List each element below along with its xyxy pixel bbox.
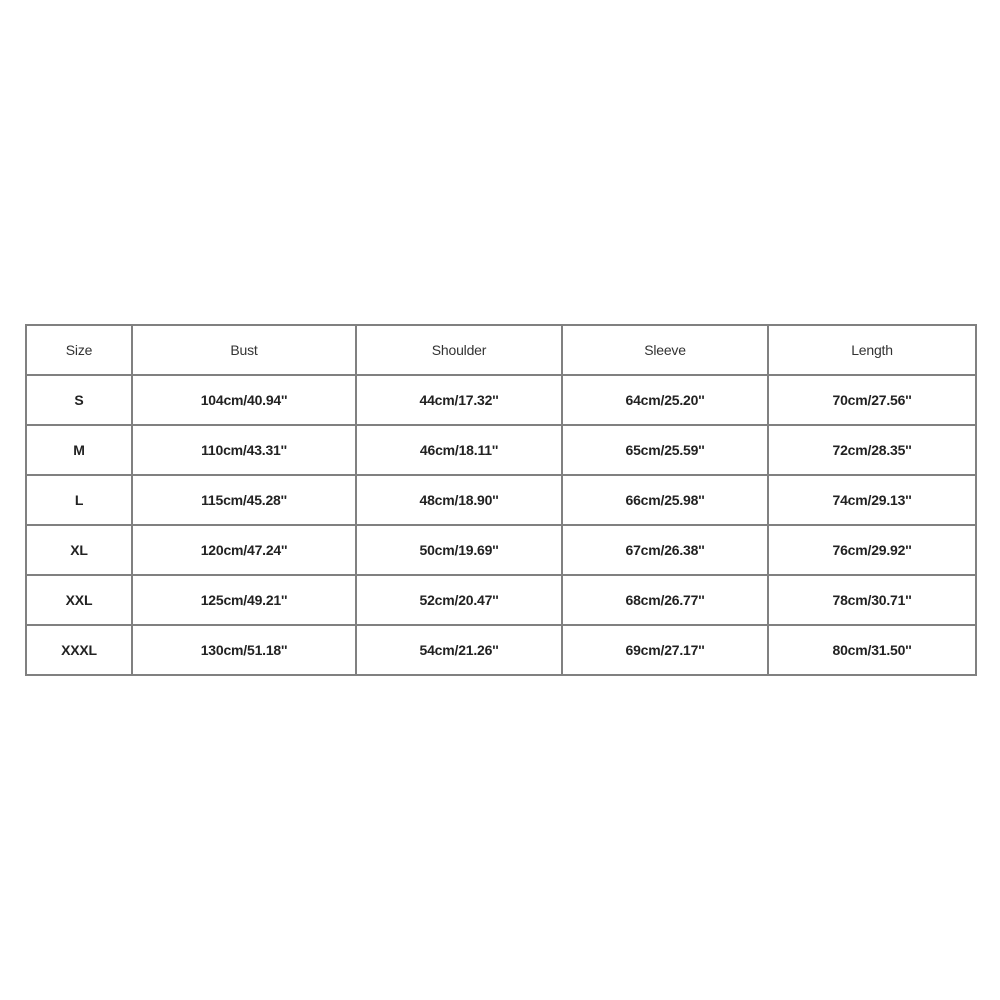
table-row [26, 525, 976, 575]
cell-shoulder: 52cm/20.47'' [356, 575, 562, 625]
table-row [26, 375, 976, 425]
table-body [26, 375, 976, 675]
cell-shoulder: 50cm/19.69'' [356, 525, 562, 575]
header-length: Length [768, 325, 976, 375]
cell-bust: 120cm/47.24'' [132, 525, 356, 575]
cell-sleeve: 66cm/25.98'' [562, 475, 768, 525]
cell-bust: 115cm/45.28'' [132, 475, 356, 525]
table-row [26, 625, 976, 675]
cell-length: 70cm/27.56'' [768, 375, 976, 425]
cell-length: 76cm/29.92'' [768, 525, 976, 575]
cell-bust: 125cm/49.21'' [132, 575, 356, 625]
cell-size: S [26, 375, 132, 425]
header-bust: Bust [132, 325, 356, 375]
cell-length: 78cm/30.71'' [768, 575, 976, 625]
cell-size: XL [26, 525, 132, 575]
cell-bust: 110cm/43.31'' [132, 425, 356, 475]
cell-shoulder: 44cm/17.32'' [356, 375, 562, 425]
table-row [26, 475, 976, 525]
cell-size: XXXL [26, 625, 132, 675]
cell-length: 80cm/31.50'' [768, 625, 976, 675]
header-sleeve: Sleeve [562, 325, 768, 375]
cell-length: 74cm/29.13'' [768, 475, 976, 525]
cell-size: L [26, 475, 132, 525]
header-shoulder: Shoulder [356, 325, 562, 375]
cell-sleeve: 69cm/27.17'' [562, 625, 768, 675]
cell-size: XXL [26, 575, 132, 625]
table-row [26, 575, 976, 625]
cell-sleeve: 65cm/25.59'' [562, 425, 768, 475]
header-row [26, 325, 976, 375]
cell-bust: 130cm/51.18'' [132, 625, 356, 675]
cell-size: M [26, 425, 132, 475]
cell-sleeve: 64cm/25.20'' [562, 375, 768, 425]
cell-length: 72cm/28.35'' [768, 425, 976, 475]
cell-bust: 104cm/40.94'' [132, 375, 356, 425]
cell-shoulder: 54cm/21.26'' [356, 625, 562, 675]
header-size: Size [26, 325, 132, 375]
cell-sleeve: 67cm/26.38'' [562, 525, 768, 575]
table-row [26, 425, 976, 475]
size-chart-table [25, 324, 977, 676]
table-header [26, 325, 976, 375]
cell-shoulder: 46cm/18.11'' [356, 425, 562, 475]
cell-sleeve: 68cm/26.77'' [562, 575, 768, 625]
cell-shoulder: 48cm/18.90'' [356, 475, 562, 525]
